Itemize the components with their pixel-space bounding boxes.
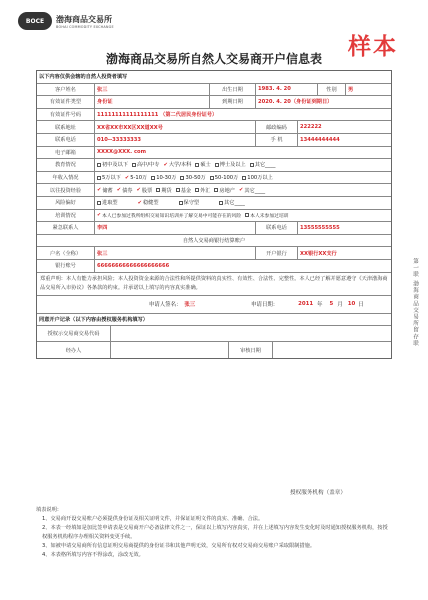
reviewer-label: 审核日期 bbox=[229, 342, 273, 358]
income-options bbox=[95, 172, 391, 184]
check-icon: ✔ bbox=[124, 174, 130, 181]
idtype-label: 有效证件类型 bbox=[37, 96, 95, 108]
risk-options bbox=[95, 197, 391, 209]
reviewer-field[interactable] bbox=[273, 342, 391, 358]
name-row bbox=[37, 84, 391, 97]
investment-label: 以往投资经验 bbox=[37, 184, 95, 196]
edu-option-4[interactable]: 博士及以上 bbox=[215, 161, 246, 168]
invest-option-0[interactable]: ✔ 储蓄 bbox=[97, 187, 113, 194]
notes-item-2: 2、本表一经填如是加比签申请表是交易商开户必备法律文件之一，保证以上填写内容真实，并在上述填写内容发生变化时及时通知授权服务机构，按授权服务机构程序办理相关资料变更手续。 bbox=[42, 525, 388, 540]
handler-label: 经办人 bbox=[37, 342, 111, 358]
emergency-phone-field[interactable]: 13555555555 bbox=[300, 224, 340, 231]
section1-heading: 以下内容仅供会辖的自然人投资者填写 bbox=[37, 71, 391, 83]
income-label: 年收入情况 bbox=[37, 172, 95, 184]
risk-row bbox=[37, 197, 391, 210]
risk-option-0[interactable]: 进取型 bbox=[97, 199, 118, 206]
email-label: 电子邮箱 bbox=[37, 147, 95, 159]
edu-option-5[interactable]: 其它____ bbox=[250, 161, 276, 168]
invest-option-6[interactable]: 房地产 bbox=[214, 187, 235, 194]
handler-field[interactable] bbox=[111, 342, 229, 358]
account-name-field[interactable]: 张三 bbox=[95, 247, 256, 259]
exchange-logo bbox=[18, 12, 114, 30]
logo-name-cn: 渤海商品交易所 bbox=[56, 14, 112, 24]
emergency-row bbox=[37, 222, 391, 235]
bank-field[interactable]: XX银行XX支行 bbox=[300, 250, 337, 257]
expiry-label: 到期日期 bbox=[210, 96, 256, 108]
income-option-3[interactable]: 30-50万 bbox=[180, 174, 205, 181]
edu-option-0[interactable]: 初中及以下 bbox=[97, 161, 128, 168]
idno-field[interactable]: 11111111111111111 （第二代居民身份证号） bbox=[97, 112, 218, 119]
bank-label: 开户银行 bbox=[256, 247, 298, 259]
invest-option-1[interactable]: ✔ 债券 bbox=[116, 187, 133, 194]
risk-label: 风险偏好 bbox=[37, 197, 95, 209]
dob-field[interactable]: 1983. 4. 20 bbox=[256, 84, 318, 96]
sign-field[interactable]: 张三 bbox=[184, 302, 196, 308]
date-month[interactable]: 5 bbox=[329, 301, 334, 307]
agency-code-row bbox=[37, 326, 391, 342]
phone-row bbox=[37, 134, 391, 147]
section2-heading: 自然人交易商银行结算账户 bbox=[182, 238, 246, 245]
emergency-phone-label: 联系电话 bbox=[256, 222, 298, 234]
expiry-field[interactable]: 2020. 4. 20（身份证到期日） bbox=[258, 99, 333, 106]
date-year-unit: 年 bbox=[317, 302, 323, 308]
idtype-row bbox=[37, 96, 391, 109]
education-label: 教育情况 bbox=[37, 159, 95, 171]
handler-row bbox=[37, 342, 391, 358]
check-icon: ✔ bbox=[137, 199, 142, 206]
account-no-row bbox=[37, 260, 391, 273]
agency-seal-label: 授权服务机构（盖章） bbox=[290, 490, 346, 496]
address-row bbox=[37, 121, 391, 134]
phone-label: 联系电话 bbox=[37, 134, 95, 146]
income-option-2[interactable]: 10-30万 bbox=[151, 174, 176, 181]
training-option-1[interactable]: 本人未参加过培训 bbox=[245, 212, 288, 219]
address-field[interactable]: XX省XX市XX区XX道XX号 bbox=[95, 121, 256, 133]
section3-heading: 同意开户记录（以下内容由授权服务机构填写） bbox=[37, 314, 391, 326]
name-field[interactable]: 张三 bbox=[95, 84, 210, 96]
idno-label: 有效证件号码 bbox=[37, 109, 95, 121]
statement-row bbox=[37, 273, 391, 296]
copy-label: 第一联 渤海商品交易所留存联 bbox=[412, 258, 418, 347]
phone-field[interactable]: 010--33333333 bbox=[95, 134, 256, 146]
income-row bbox=[37, 172, 391, 185]
invest-option-5[interactable]: 外汇 bbox=[195, 187, 210, 194]
logo-mark: BOCE bbox=[18, 12, 52, 30]
address-label: 联系地址 bbox=[37, 121, 95, 133]
agency-code-field[interactable] bbox=[111, 326, 391, 341]
agency-code-label: 授权示交易商交易代码 bbox=[37, 326, 111, 341]
email-row bbox=[37, 147, 391, 160]
account-name-label: 户名（全称） bbox=[37, 247, 95, 259]
check-icon: ✔ bbox=[116, 187, 122, 194]
risk-option-1[interactable]: ✔ 稳健型 bbox=[137, 199, 159, 207]
gender-label: 性别 bbox=[318, 84, 346, 96]
investment-row bbox=[37, 184, 391, 197]
income-option-5[interactable]: 100万以上 bbox=[242, 174, 272, 181]
section1-heading-row bbox=[37, 71, 391, 84]
investment-options bbox=[95, 184, 391, 196]
instructions bbox=[36, 506, 392, 560]
notes-heading: 填表说明： bbox=[36, 507, 62, 513]
education-row bbox=[37, 159, 391, 172]
risk-option-3[interactable]: 其它____ bbox=[219, 199, 245, 206]
logo-name-en: BOHAI COMMODITY EXCHANGE bbox=[56, 24, 114, 29]
form-title: 渤海商品交易所自然人交易商开户信息表 bbox=[105, 52, 322, 66]
check-icon: ✔ bbox=[163, 161, 168, 168]
check-icon: ✔ bbox=[239, 187, 244, 194]
date-day[interactable]: 10 bbox=[347, 301, 356, 307]
section3-heading-row bbox=[37, 314, 391, 327]
account-form bbox=[36, 70, 392, 359]
invest-option-4[interactable]: 基金 bbox=[176, 187, 191, 194]
idno-row bbox=[37, 109, 391, 122]
dob-label: 出生日期 bbox=[210, 84, 256, 96]
account-no-field[interactable]: 66666666666666666666 bbox=[97, 262, 170, 269]
risk-option-2[interactable]: 保守型 bbox=[179, 199, 200, 206]
name-label: 客户姓名 bbox=[37, 84, 95, 96]
sample-stamp: 样本 bbox=[348, 33, 398, 60]
edu-option-3[interactable]: 硕士 bbox=[195, 161, 210, 168]
check-icon: ✔ bbox=[136, 187, 141, 194]
invest-option-3[interactable]: 期货 bbox=[156, 187, 171, 194]
mobile-field[interactable]: 13444444444 bbox=[300, 136, 340, 143]
check-icon: ✔ bbox=[97, 212, 102, 218]
date-month-unit: 月 bbox=[337, 302, 343, 308]
signature-row bbox=[37, 296, 391, 314]
training-option-0[interactable]: ✔ 本人已参加过我所组织交易知识培训并了解交易中可能存在的风险 bbox=[97, 212, 242, 219]
income-option-4[interactable]: 50-100万 bbox=[210, 174, 239, 181]
income-option-0[interactable]: 5万以下 bbox=[97, 174, 121, 181]
invest-option-2[interactable]: ✔ 股票 bbox=[136, 187, 153, 194]
mobile-label: 手 机 bbox=[256, 134, 298, 146]
edu-option-1[interactable]: 高中/中专 bbox=[132, 161, 160, 168]
date-year[interactable]: 2011 bbox=[298, 301, 314, 307]
check-icon: ✔ bbox=[97, 187, 102, 194]
notes-item-3: 3、如被申请交易商所有信息证明交易商提供的身份证书和其他声明无效，交易所有权对交易商交易账户采取限制措施。 bbox=[42, 543, 316, 549]
account-no-label: 银行账号 bbox=[37, 260, 95, 272]
signature-cell bbox=[37, 296, 391, 313]
email-field[interactable]: XXXX@XXX. com bbox=[97, 149, 147, 156]
income-option-1[interactable]: ✔ 5-10万 bbox=[124, 174, 148, 182]
notes-item-1: 1、交易商开设交易账户必须提供身份证及相关证明文件，并保证证明文件的真实、准确、合法。 bbox=[42, 516, 264, 522]
emergency-field[interactable]: 李四 bbox=[95, 222, 256, 234]
declaration-text: 郑重声明：本人有能力承担风险；本人投资资金来源的合法性和所提供资料的真实性、有效性、合法性、完整性。本人已经了解并愿意遵守《天津渤海商品交易所入市协议》各条款的约束。并承诺以上填写的内容真实准确。 bbox=[40, 275, 388, 291]
notes-item-4: 4、本表格所填写内容不得涂改，涂改无效。 bbox=[42, 552, 144, 558]
education-options bbox=[95, 159, 391, 171]
idtype-field[interactable]: 身份证 bbox=[95, 96, 210, 108]
zip-label: 邮政编码 bbox=[256, 121, 298, 133]
zip-field[interactable]: 222222 bbox=[300, 124, 322, 131]
date-day-unit: 日 bbox=[358, 302, 364, 308]
date-label: 申请日期： bbox=[251, 302, 279, 308]
emergency-label: 紧急联系人 bbox=[37, 222, 95, 234]
training-label: 培训情况 bbox=[37, 210, 95, 222]
account-name-row bbox=[37, 247, 391, 260]
section2-heading-row bbox=[37, 235, 391, 248]
edu-option-2[interactable]: ✔ 大学/本科 bbox=[163, 161, 192, 169]
sign-label: 申请人签名： bbox=[149, 302, 182, 308]
training-options bbox=[95, 210, 391, 222]
training-row bbox=[37, 210, 391, 223]
invest-option-7[interactable]: ✔ 其它____ bbox=[239, 187, 266, 194]
gender-field[interactable]: 男 bbox=[348, 86, 354, 93]
